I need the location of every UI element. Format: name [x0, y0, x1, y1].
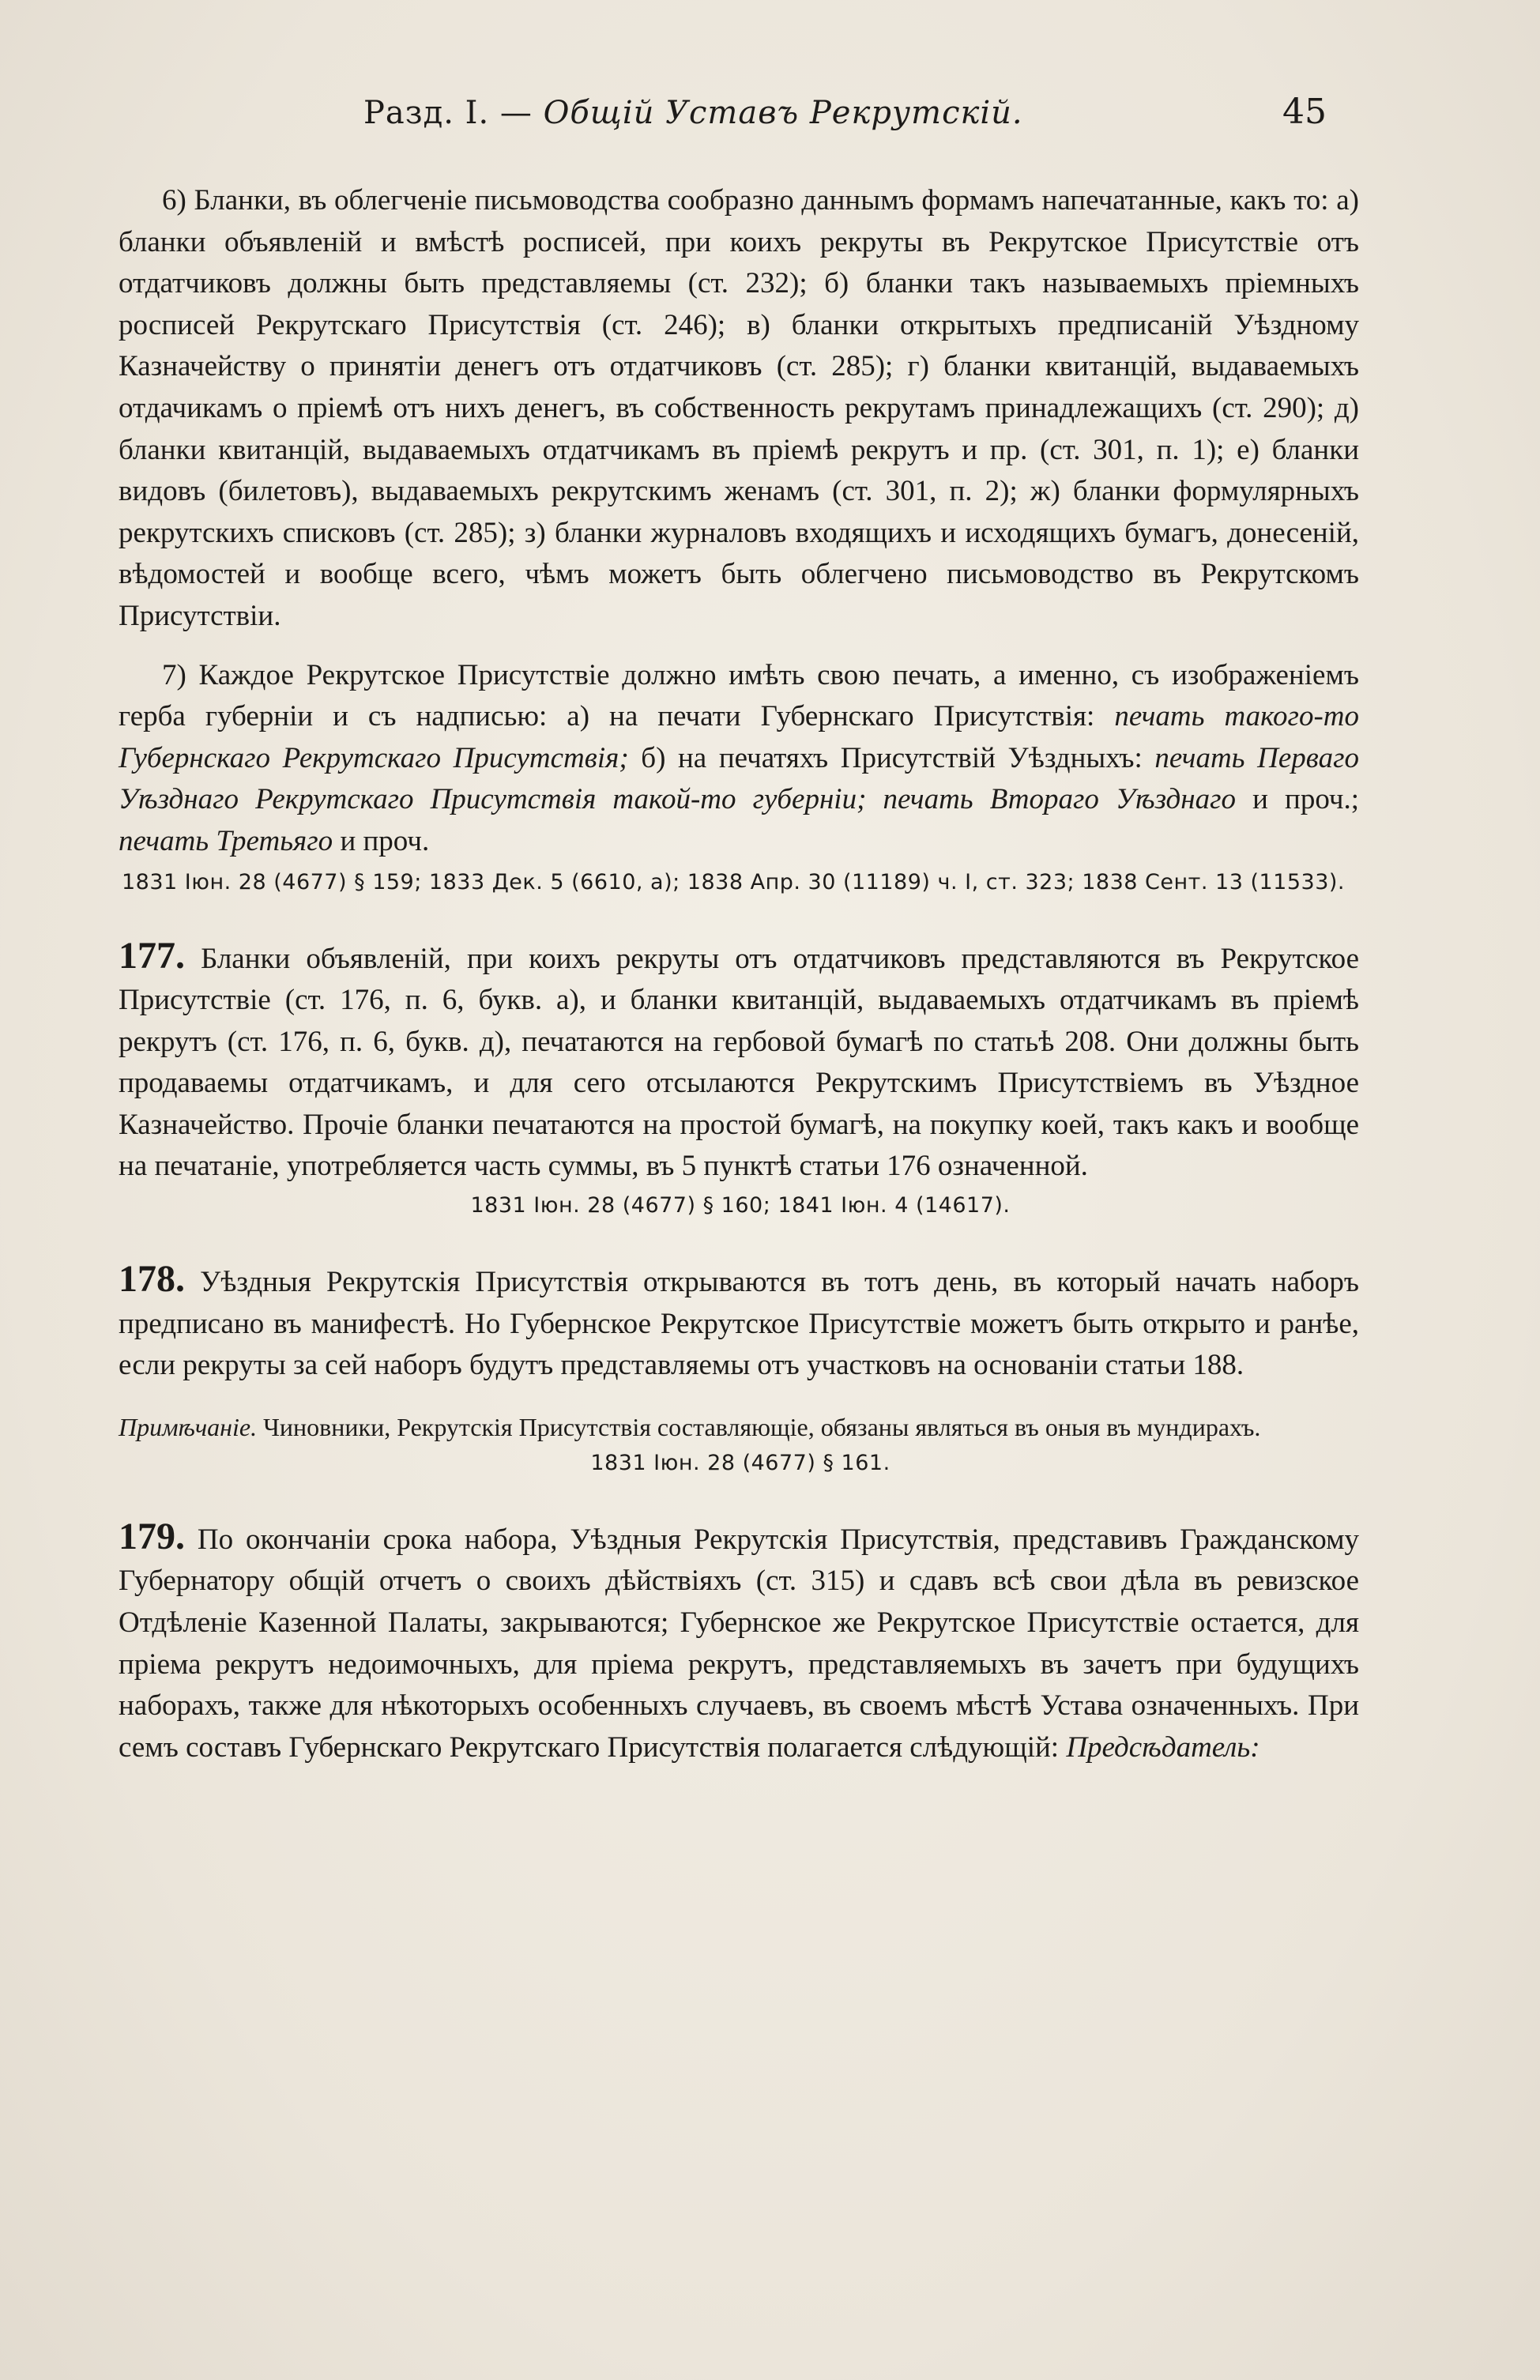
article-text: Уѣздныя Рекрутскія Присутствія открываются въ тотъ день, въ который начать наборъ предписано въ манифестѣ. Но Губернское Рекрутское Присутствіе можетъ быть открыто и ранѣе, если рекруты за сей наборъ будутъ представляемы отъ участковъ на основаніи статьи 188.	[119, 1266, 1359, 1382]
item-7-italic-1: печать такого-то Губернскаго Рекрутскаго Присутствія;	[119, 700, 1359, 774]
item-7-text-start: 7) Каждое Рекрутское Присутствіе должно имѣть свою печать, а именно, съ изображеніемъ герба губерніи и съ надписью: а) на печати Губернскаго Присутствія:	[119, 658, 1359, 733]
item-7-text-mid: б) на печатяхъ Присутствій Уѣздныхъ:	[641, 741, 1143, 774]
running-head	[363, 95, 1023, 131]
article-number: 179.	[119, 1515, 185, 1557]
citation-176: 1831 Іюн. 28 (4677) § 159; 1833 Дек. 5 (6610, а); 1838 Апр. 30 (11189) ч. I, ст. 323; 1838 Сент. 13 (11533).	[122, 869, 1345, 894]
article-number: 177.	[119, 934, 185, 977]
paragraph-item-6: 6) Бланки, въ облегченіе письмоводства сообразно даннымъ формамъ напечатанные, какъ то: а) бланки объявленій и вмѣстѣ росписей, при коихъ рекруты въ Рекрутское Присутствіе отъ отдатчиковъ должны быть представляемы (ст. 232); б) бланки такъ называемыхъ пріемныхъ росписей Рекрутскаго Присутствія (ст. 246); в) бланки открытыхъ предписаній Уѣздному Казначейству о принятіи денегъ отъ отдатчиковъ (ст. 285); г) бланки квитанцій, выдаваемыхъ отдачикамъ о пріемѣ отъ нихъ денегъ, въ собственность рекрутамъ принадлежащихъ (ст. 290); д) бланки квитанцій, выдаваемыхъ отдатчикамъ въ пріемѣ рекрутъ и пр. (ст. 301, п. 1); е) бланки видовъ (билетовъ), выдаваемыхъ рекрутскимъ женамъ (ст. 301, п. 2); ж) бланки формулярныхъ рекрутскихъ списковъ (ст. 285); з) бланки журналовъ входящихъ и исходящихъ бумагъ, донесеній, вѣдомостей и вообще всего, чѣмъ можетъ быть облегчено письмоводство въ Рекрутскомъ Присутствіи.	[119, 184, 1359, 632]
item-7-text-end: и проч.	[340, 824, 430, 857]
article-text: Бланки объявленій, при коихъ рекруты отъ отдатчиковъ представляются въ Рекрутское Присутствіе (ст. 176, п. 6, букв. а), и бланки квитанцій, выдаваемыхъ отдатчикамъ въ пріемѣ рекрутъ (ст. 176, п. 6, букв. д), печатаются на гербовой бумагѣ по статьѣ 208. Они должны быть продаваемы отдатчикамъ, и для сего отсылаются Рекрутскимъ Присутствіемъ въ Уѣздное Казначейство. Прочіе бланки печатаются на простой бумагѣ, на покупку коей, такъ какъ и вообще на печатаніе, употребляется часть суммы, въ 5 пунктѣ статьи 176 означенной.	[119, 942, 1360, 1183]
note-text: Чиновники, Рекрутскія Присутствія составляющіе, обязаны являться въ оныя въ мундирахъ.	[263, 1412, 1261, 1441]
page-body	[119, 180, 1359, 1768]
item-7-text-and: и проч.;	[1252, 783, 1360, 816]
citation-178: 1831 Іюн. 28 (4677) § 161.	[590, 1450, 890, 1475]
running-title: Общій Уставъ Рекрутскій.	[543, 95, 1023, 131]
item-7-italic-3: печать Третьяго	[119, 824, 333, 857]
page-header	[119, 87, 1421, 142]
article-text: По окончаніи срока набора, Уѣздныя Рекрутскія Присутствія, представивъ Гражданскому Губернатору общій отчетъ о своихъ дѣйствіяхъ (ст. 315) и сдавъ всѣ свои дѣла въ ревизское Отдѣленіе Казенной Палаты, закрываются; Губернское же Рекрутское Присутствіе остается, для пріема рекрутъ недоимочныхъ, для пріема рекрутъ, представляемыхъ въ зачетъ при будущихъ наборахъ, также для нѣкоторыхъ особенныхъ случаевъ, въ своемъ мѣстѣ Устава означенныхъ. При семъ составъ Губернскаго Рекрутскаго Присутствія полагается слѣдующій:	[119, 1523, 1360, 1764]
paragraph-item-7	[119, 655, 1359, 863]
citation-177: 1831 Іюн. 28 (4677) § 160; 1841 Іюн. 4 (14617).	[470, 1193, 1011, 1218]
note-label: Примѣчаніе.	[119, 1412, 258, 1441]
article-178	[119, 1259, 1359, 1387]
article-177	[119, 936, 1359, 1188]
section-label: Разд. I. —	[363, 95, 533, 131]
article-italic-end: Предсѣдатель:	[1066, 1730, 1260, 1764]
note-178	[119, 1409, 1359, 1445]
article-179	[119, 1516, 1359, 1769]
article-number: 178.	[119, 1258, 185, 1301]
page-number: 45	[1282, 92, 1327, 132]
item-7-italic-2: печать Перваго Уѣзднаго Рекрутскаго Присутствія такой-то губерніи; печать Втораго Уѣзднаго	[119, 741, 1360, 816]
